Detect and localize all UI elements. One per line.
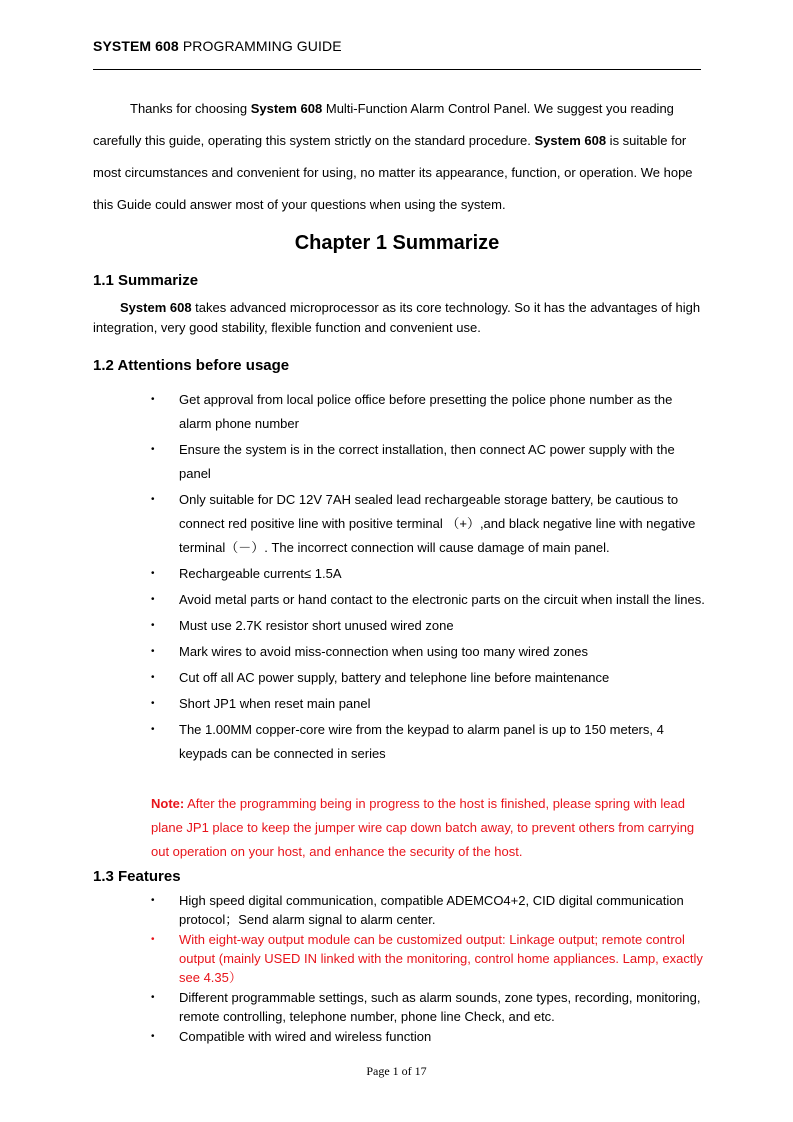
bullet-icon: • [151,895,155,906]
bullet-icon: • [151,934,155,945]
list-item: • Ensure the system is in the correct installation, then connect AC power supply with the panel [151,438,706,486]
list-item: • Short JP1 when reset main panel [151,692,706,716]
note-label: Note: [151,796,185,811]
intro-text-2: Multi-Function Alarm Control Panel. We suggest you reading carefully this guide, operating this system strictly on the standard procedure. [93,101,674,148]
features-list [151,891,706,1047]
section-heading-1-3: 1.3 Features [93,868,181,885]
list-item: • Cut off all AC power supply, battery and telephone line before maintenance [151,666,706,690]
list-item: • The 1.00MM copper-core wire from the keypad to alarm panel is up to 150 meters, 4 keypads can be connected in series [151,718,706,766]
intro-text-3: is suitable for most circumstances and convenient for using, no matter its appearance, function, or operation. We hope this Guide could answer most of your questions when using the system. [93,133,693,212]
bullet-icon: • [151,620,155,631]
chapter-title: Chapter 1 Summarize [294,232,500,254]
bullet-icon: • [151,672,155,683]
list-item: • Must use 2.7K resistor short unused wired zone [151,614,706,638]
note-block [151,792,703,864]
intro-paragraph [93,93,701,221]
attentions-list [151,388,706,768]
section-heading-1-2: 1.2 Attentions before usage [93,357,290,374]
intro-bold-2: System 608 [534,133,607,148]
bullet-icon: • [151,568,155,579]
list-item: • Mark wires to avoid miss-connection when using too many wired zones [151,640,706,664]
s11-bold: System 608 [120,300,192,315]
bullet-icon: • [151,444,155,455]
bullet-icon: • [151,992,155,1003]
intro-text-1: Thanks for choosing [130,101,251,116]
bullet-icon: • [151,394,155,405]
bullet-icon: • [151,646,155,657]
list-item: • Different programmable settings, such as alarm sounds, zone types, recording, monitoring, remote controlling, telephone number, phone line Check, and etc. [151,990,701,1024]
section-1-1-paragraph [93,298,701,338]
header-title: PROGRAMMING GUIDE [182,38,342,54]
header-brand: SYSTEM 608 [93,38,179,54]
list-item: • Only suitable for DC 12V 7AH sealed lead rechargeable storage battery, be cautious to connect red positive line with positive terminal （+）,and black negative line with negative terminal（－）. The incorrect connection will cause damage of main panel. [151,488,706,560]
bullet-icon: • [151,1031,155,1042]
header-divider [93,69,701,70]
bullet-icon: • [151,698,155,709]
list-item: • High speed digital communication, compatible ADEMCO4+2, CID digital communication protocol；Send alarm signal to alarm center. [151,893,684,927]
list-item: • Avoid metal parts or hand contact to the electronic parts on the circuit when install the lines. [151,588,706,612]
list-item: • Rechargeable current≤ 1.5A [151,562,706,586]
bullet-icon: • [151,724,155,735]
bullet-icon: • [151,594,155,605]
s11-text: takes advanced microprocessor as its core technology. So it has the advantages of high integration, very good stability, flexible function and convenient use. [93,300,701,335]
section-heading-1-1: 1.1 Summarize [93,272,199,289]
intro-bold-1: System 608 [250,101,323,116]
page-header [93,38,342,54]
list-item: • Get approval from local police office before presetting the police phone number as the alarm phone number [151,388,706,436]
list-item: • With eight-way output module can be customized output: Linkage output; remote control output (mainly USED IN linked with the monitoring, control home appliances. Lamp, exactly see 4.35） [151,932,703,985]
page-footer: Page 1 of 17 [366,1064,427,1078]
bullet-icon: • [151,494,155,505]
list-item: • Compatible with wired and wireless function [151,1029,432,1044]
note-text: After the programming being in progress to the host is finished, please spring with lead plane JP1 place to keep the jumper wire cap down batch away, to prevent others from carrying out operation on your host, and enhance the security of the host. [151,796,695,859]
